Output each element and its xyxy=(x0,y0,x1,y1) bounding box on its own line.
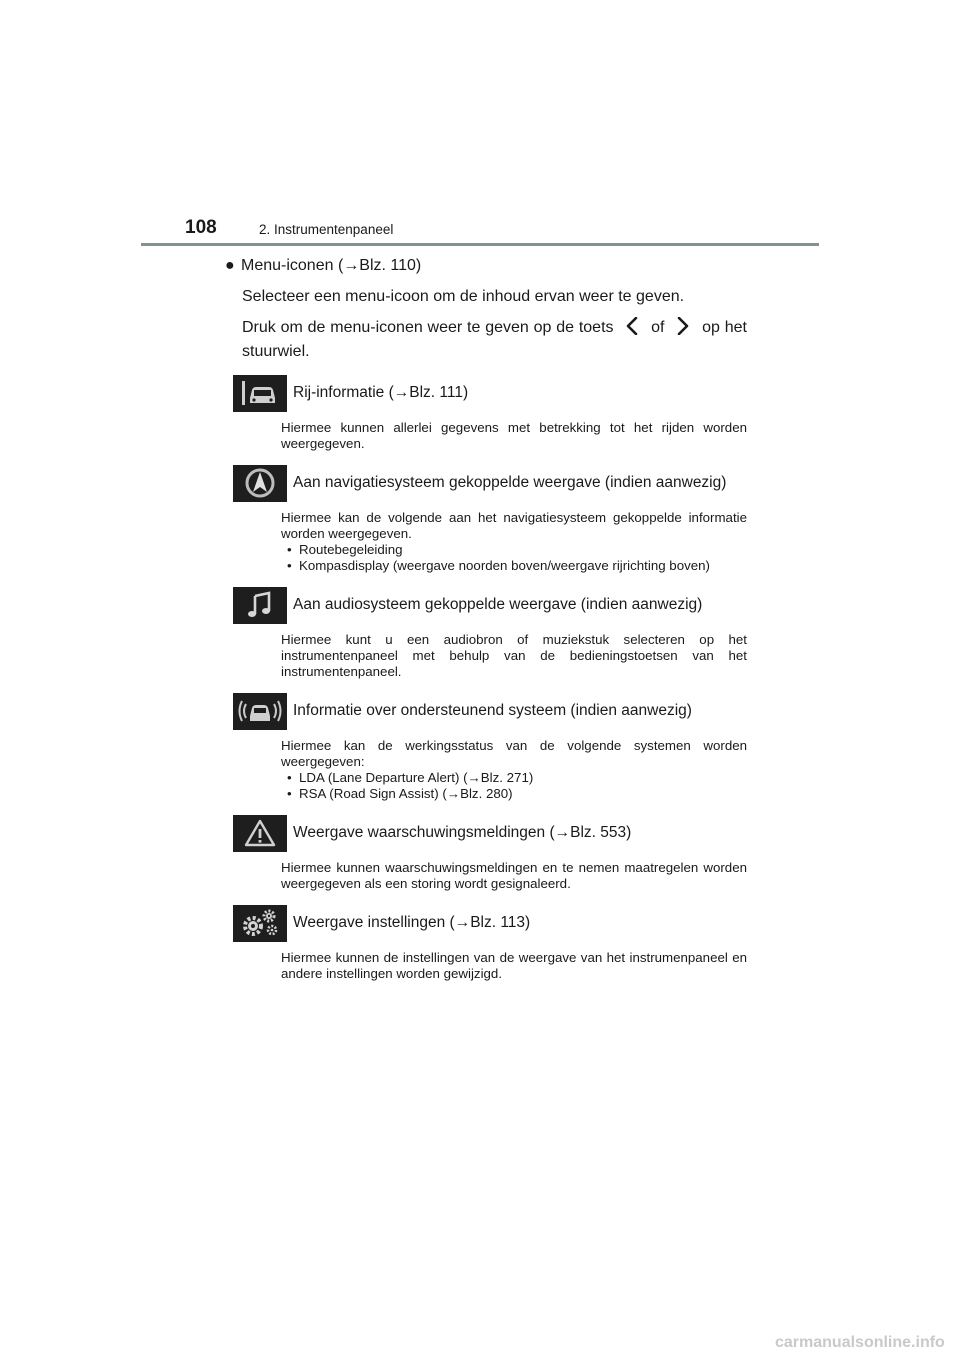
chevron-right-icon xyxy=(677,317,689,341)
menu-item-description xyxy=(281,738,747,802)
menu-item-description-text: Hiermee kan de volgende aan het navigatiesysteem gekoppelde informatie worden weergegeven. xyxy=(281,510,747,541)
menu-item-settings xyxy=(233,904,747,982)
list-item: • Kompasdisplay (weergave noorden boven/weergave rijrichting boven) xyxy=(283,558,747,574)
watermark: carmanualsonline.info xyxy=(775,1334,945,1351)
list-item: • Routebegeleiding xyxy=(283,542,747,558)
warning-icon xyxy=(233,815,287,852)
section-title: 2. Instrumentenpaneel xyxy=(259,222,394,237)
page-content xyxy=(225,256,747,982)
menu-item-description-text: Hiermee kan de werkingsstatus van de volgende systemen worden weergegeven: xyxy=(281,738,747,769)
menu-item-description: Hiermee kunnen waarschuwingsmeldingen en te nemen maatregelen worden weergegeven als een storing wordt gesignaleerd. xyxy=(281,860,747,891)
header-rule xyxy=(141,243,819,246)
navigation-features-list xyxy=(281,542,747,574)
list-item: • LDA (Lane Departure Alert) (→Blz. 271) xyxy=(283,770,747,786)
menu-item-audio xyxy=(233,586,747,680)
music-note-icon xyxy=(233,587,287,624)
menu-item-title: Aan audiosysteem gekoppelde weergave (indien aanwezig) xyxy=(293,596,703,613)
navigation-icon xyxy=(233,465,287,502)
menu-icons-heading-text: Menu-iconen (→Blz. 110) xyxy=(241,257,422,274)
intro-paragraph-2 xyxy=(242,317,747,362)
intro-paragraph-2-after: op het stuurwiel. xyxy=(242,319,747,360)
intro-paragraph-1: Selecteer een menu-icoon om de inhoud ervan weer te geven. xyxy=(242,288,685,305)
menu-item-warnings xyxy=(233,814,747,892)
car-icon xyxy=(233,375,287,412)
intro-paragraph-2-before: Druk om de menu-iconen weer te geven op de toets xyxy=(242,319,614,336)
menu-item-title: Aan navigatiesysteem gekoppelde weergave (indien aanwezig) xyxy=(293,474,727,491)
driver-assist-icon xyxy=(233,693,287,730)
assist-systems-list xyxy=(281,770,747,802)
page-number: 108 xyxy=(185,217,217,238)
intro-paragraph-2-of: of xyxy=(651,319,665,336)
menu-icons-heading xyxy=(225,256,747,276)
menu-item-title: Rij-informatie (→Blz. 111) xyxy=(293,384,469,401)
menu-item-title: Weergave waarschuwingsmeldingen (→Blz. 553) xyxy=(293,824,632,841)
settings-gears-icon xyxy=(233,905,287,942)
page-header xyxy=(0,0,960,250)
list-item: • RSA (Road Sign Assist) (→Blz. 280) xyxy=(283,786,747,802)
menu-item-description: Hiermee kunt u een audiobron of muziekstuk selecteren op het instrumentenpaneel met behulp van de bedieningstoetsen van het instrumentenpaneel. xyxy=(281,632,747,679)
bullet-icon: ● xyxy=(225,257,235,274)
menu-item-driver-assist xyxy=(233,692,747,802)
menu-item-title: Informatie over ondersteunend systeem (indien aanwezig) xyxy=(293,702,692,719)
menu-item-driving-info xyxy=(233,374,747,452)
menu-item-description: Hiermee kunnen allerlei gegevens met betrekking tot het rijden worden weergegeven. xyxy=(281,420,747,451)
menu-item-navigation xyxy=(233,464,747,574)
menu-item-title: Weergave instellingen (→Blz. 113) xyxy=(293,914,531,931)
menu-item-description: Hiermee kunnen de instellingen van de weergave van het instrumenpaneel en andere instellingen worden gewijzigd. xyxy=(281,950,747,981)
menu-item-description xyxy=(281,510,747,574)
chevron-left-icon xyxy=(626,317,638,341)
